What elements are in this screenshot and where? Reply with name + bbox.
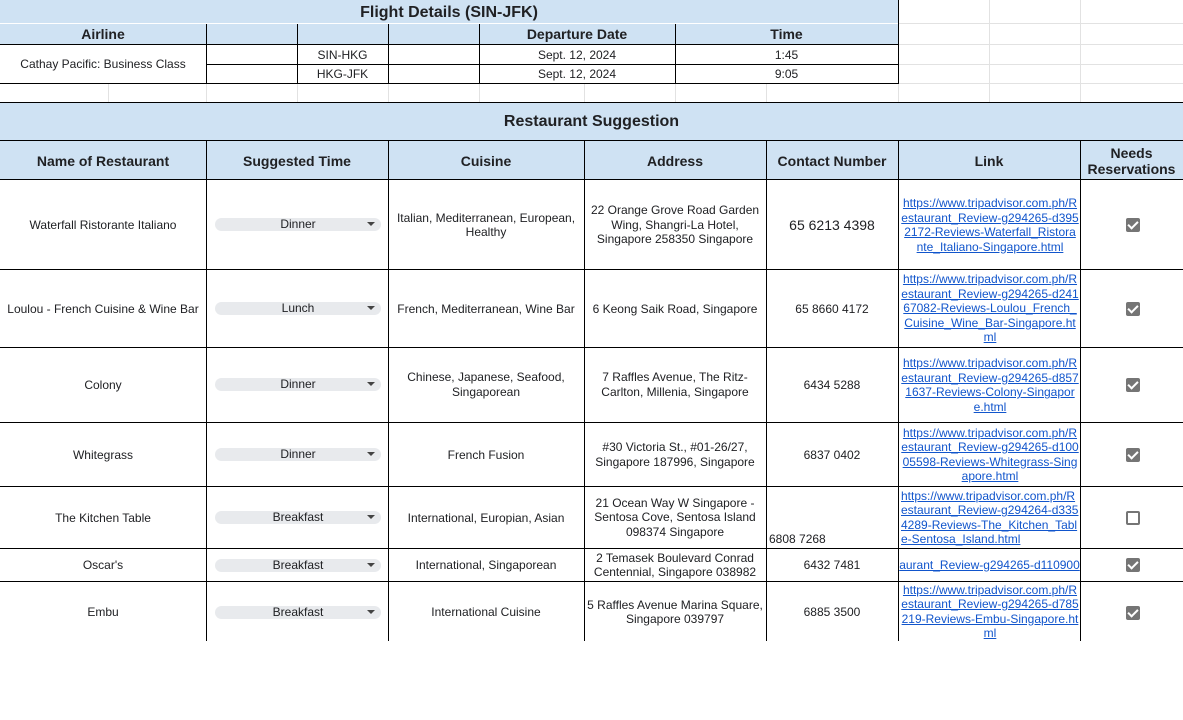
- suggested-time-dropdown[interactable]: [215, 218, 381, 231]
- restaurant-address[interactable]: 5 Raffles Avenue Marina Square, Singapore 039797: [587, 597, 763, 626]
- reservation-checkbox[interactable]: [1126, 448, 1140, 462]
- restaurant-address[interactable]: 2 Temasek Boulevard Conrad Centennial, Singapore 038982: [593, 551, 757, 579]
- restaurant-contact[interactable]: 6885 3500: [803, 604, 861, 619]
- address-header: Address: [646, 152, 704, 169]
- restaurant-name[interactable]: Waterfall Ristorante Italiano: [29, 218, 177, 232]
- flight-leg-time[interactable]: 9:05: [774, 66, 799, 81]
- chevron-down-icon: [367, 515, 375, 519]
- suggested-time-value: Dinner: [280, 377, 316, 391]
- cuisine-header: Cuisine: [460, 152, 512, 169]
- reservation-checkbox[interactable]: [1126, 378, 1140, 392]
- suggested-time-dropdown[interactable]: [215, 378, 381, 391]
- restaurant-address[interactable]: 6 Keong Saik Road, Singapore: [592, 301, 758, 316]
- contact-header: Contact Number: [777, 152, 887, 169]
- restaurant-link[interactable]: https://www.tripadvisor.com.ph/Restaurant_Review-g294265-d8571637-Reviews-Colony-Singapore.html: [901, 356, 1079, 414]
- suggested-time-dropdown[interactable]: [215, 606, 381, 619]
- restaurant-link[interactable]: https://www.tripadvisor.com.ph/Restaurant_Review-g294265-d10005598-Reviews-Whitegrass-Singapore.html: [901, 425, 1079, 483]
- name-header: Name of Restaurant: [36, 152, 170, 169]
- restaurant-cuisine[interactable]: International, Singaporean: [415, 558, 557, 572]
- restaurant-contact[interactable]: 65 8660 4172: [795, 301, 869, 316]
- restaurant-name[interactable]: Embu: [87, 604, 119, 619]
- reservation-checkbox[interactable]: [1126, 511, 1140, 525]
- suggested-time-dropdown[interactable]: [215, 448, 381, 461]
- suggested-time-value: Breakfast: [272, 605, 324, 619]
- restaurant-contact[interactable]: 6808 7268: [769, 532, 826, 546]
- suggested-time-value: Breakfast: [272, 510, 324, 524]
- link-header: Link: [974, 152, 1004, 169]
- chevron-down-icon: [367, 563, 375, 567]
- reservations-header: Needs Reservations: [1087, 144, 1176, 177]
- reservation-checkbox[interactable]: [1126, 606, 1140, 620]
- chevron-down-icon: [367, 452, 375, 456]
- flight-leg-route[interactable]: SIN-HKG: [317, 47, 368, 62]
- airline-value[interactable]: Cathay Pacific: Business Class: [20, 57, 186, 71]
- restaurant-contact[interactable]: 6432 7481: [803, 558, 861, 572]
- restaurant-contact[interactable]: 6434 5288: [803, 378, 861, 392]
- suggested-time-value: Dinner: [280, 217, 316, 231]
- reservation-checkbox[interactable]: [1126, 558, 1140, 572]
- restaurant-name[interactable]: The Kitchen Table: [55, 510, 151, 525]
- chevron-down-icon: [367, 306, 375, 310]
- suggested-time-dropdown[interactable]: [215, 302, 381, 315]
- suggested-time-header: Suggested Time: [243, 152, 351, 169]
- restaurant-link[interactable]: https://www.tripadvisor.com.ph/Restaurant_Review-g294264-d3354289-Reviews-The_Kitchen_Table-Sentosa_Island.html: [901, 488, 1079, 546]
- suggested-time-value: Lunch: [281, 301, 315, 315]
- time-header: Time: [770, 26, 803, 42]
- restaurant-cuisine[interactable]: Italian, Mediterranean, European, Healthy: [396, 211, 576, 239]
- reservation-checkbox[interactable]: [1126, 302, 1140, 316]
- restaurant-link[interactable]: https://www.tripadvisor.com.ph/Restaurant_Review-g294265-d785219-Reviews-Embu-Singapore.html: [901, 582, 1079, 640]
- flight-leg-route[interactable]: HKG-JFK: [316, 66, 369, 81]
- restaurant-link[interactable]: aurant_Review-g294265-d110900: [899, 557, 1080, 572]
- restaurant-address[interactable]: 7 Raffles Avenue, The Ritz-Carlton, Millenia, Singapore: [601, 370, 749, 399]
- restaurant-section-title: Restaurant Suggestion: [503, 113, 680, 130]
- restaurant-address[interactable]: 21 Ocean Way W Singapore - Sentosa Cove, Sentosa Island 098374 Singapore: [594, 495, 756, 539]
- reservation-checkbox[interactable]: [1126, 218, 1140, 232]
- departure-date-header: Departure Date: [526, 26, 628, 42]
- flight-leg-date[interactable]: Sept. 12, 2024: [537, 66, 617, 81]
- restaurant-cuisine[interactable]: International Cuisine: [431, 604, 541, 619]
- restaurant-address[interactable]: #30 Victoria St., #01-26/27, Singapore 187996, Singapore: [595, 439, 755, 469]
- restaurant-link[interactable]: https://www.tripadvisor.com.ph/Restaurant_Review-g294265-d24167082-Reviews-Loulou_French_Cuisine_Wine_Bar-Singapore.html: [901, 272, 1079, 345]
- restaurant-name[interactable]: Loulou - French Cuisine & Wine Bar: [7, 301, 199, 316]
- restaurant-contact[interactable]: 6837 0402: [803, 447, 861, 462]
- restaurant-name[interactable]: Oscar's: [82, 558, 124, 572]
- restaurant-cuisine[interactable]: French, Mediterranean, Wine Bar: [397, 301, 575, 316]
- suggested-time-dropdown[interactable]: [215, 559, 381, 572]
- restaurant-name[interactable]: Colony: [84, 378, 122, 392]
- restaurant-cuisine[interactable]: Chinese, Japanese, Seafood, Singaporean: [407, 370, 565, 399]
- restaurant-address[interactable]: 22 Orange Grove Road Garden Wing, Shangri-La Hotel, Singapore 258350 Singapore: [590, 203, 760, 247]
- chevron-down-icon: [367, 382, 375, 386]
- flight-section-title: Flight Details (SIN-JFK): [360, 4, 538, 21]
- restaurant-contact[interactable]: 65 6213 4398: [789, 217, 875, 233]
- suggested-time-dropdown[interactable]: [215, 511, 381, 524]
- chevron-down-icon: [367, 222, 375, 226]
- flight-leg-date[interactable]: Sept. 12, 2024: [537, 47, 617, 62]
- airline-header: Airline: [81, 26, 125, 42]
- suggested-time-value: Breakfast: [272, 558, 324, 572]
- suggested-time-value: Dinner: [280, 447, 316, 461]
- chevron-down-icon: [367, 610, 375, 614]
- restaurant-name[interactable]: Whitegrass: [72, 447, 134, 462]
- restaurant-cuisine[interactable]: International, Europian, Asian: [407, 510, 565, 525]
- restaurant-cuisine[interactable]: French Fusion: [447, 447, 525, 462]
- flight-leg-time[interactable]: 1:45: [774, 47, 799, 62]
- restaurant-link[interactable]: https://www.tripadvisor.com.ph/Restaurant_Review-g294265-d3952172-Reviews-Waterfall_Ristorante_Italiano-Singapore.html: [901, 196, 1079, 254]
